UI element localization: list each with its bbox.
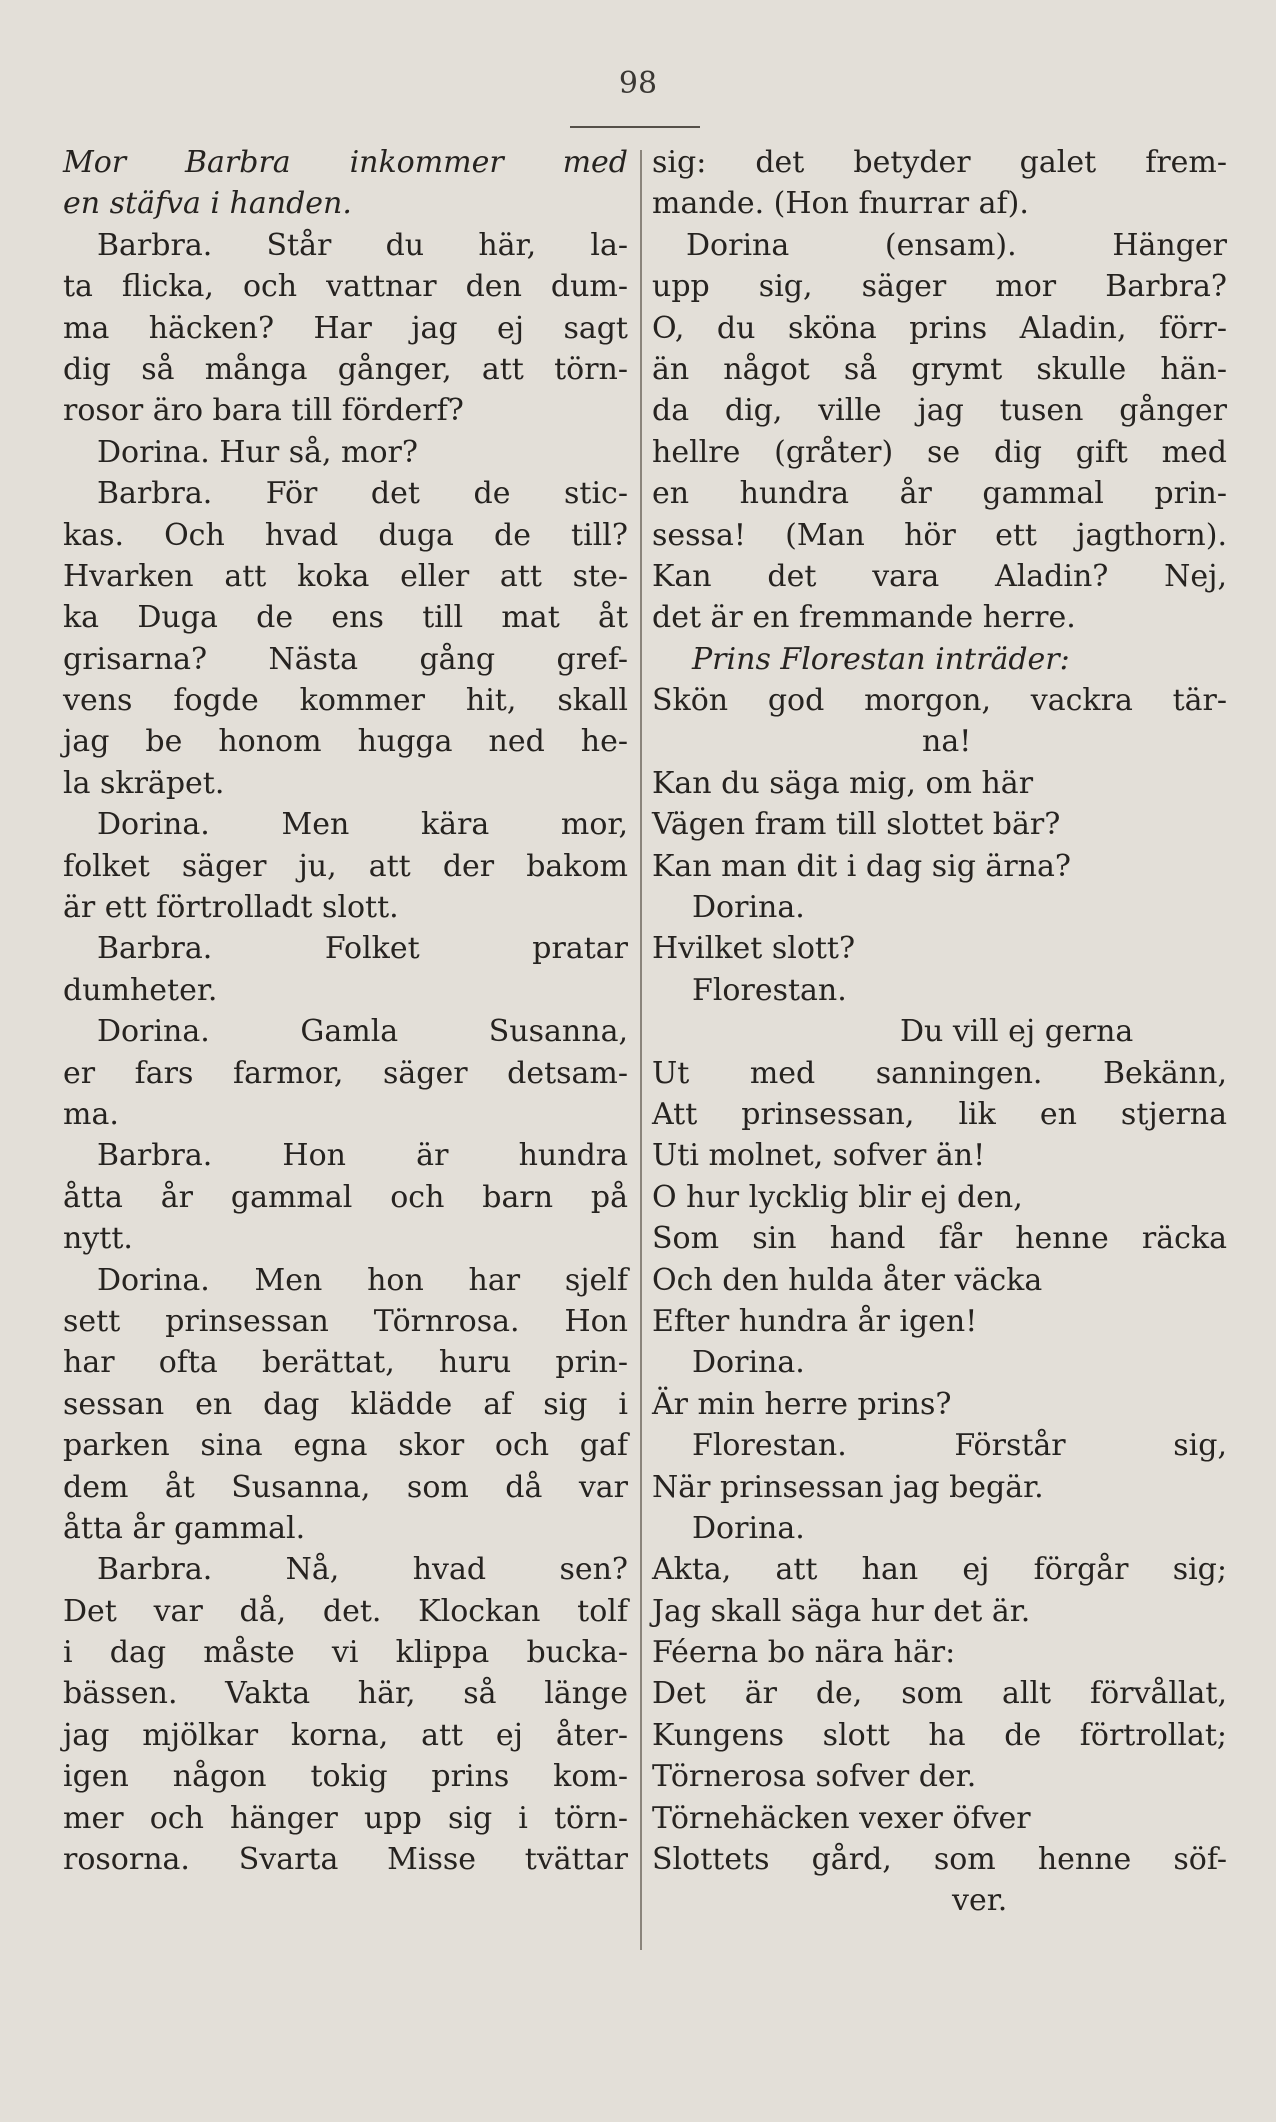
text-line: igen någon tokig prins kom- [63,1759,628,1795]
speaker-name: Florestan. [692,972,847,1008]
text-line: åtta år gammal. [63,1510,306,1546]
verse-line: Ut med sanningen. Bekänn, [652,1055,1227,1091]
text-line: dumheter. [63,972,218,1008]
verse-line: Féerna bo nära här: [652,1635,956,1671]
text-line: sessan en dag klädde af sig i [63,1386,628,1422]
text-line: kas. Och hvad duga de till? [63,517,628,553]
column-divider [640,150,642,1950]
verse-line: Jag skall säga hur det är. [652,1593,1031,1629]
verse-line: ver. [952,1883,1008,1919]
text-line: rosor äro bara till förderf? [63,393,464,429]
text-line: Dorina. Gamla Susanna, [97,1014,628,1050]
text-line: Dorina. Men kära mor, [97,807,628,843]
text-line: hellre (gråter) se dig gift med [652,434,1227,470]
text-line: Barbra. Nå, hvad sen? [97,1552,628,1588]
text-line: rosorna. Svarta Misse tvättar [63,1842,628,1878]
verse-line: Är min herre prins? [652,1386,952,1422]
text-line: Barbra. För det de stic- [97,476,628,512]
text-line: da dig, ville jag tusen gånger [652,393,1227,429]
text-line: Barbra. Står du här, la- [97,227,628,263]
verse-line: Akta, att han ej förgår sig; [652,1552,1227,1588]
text-line: Barbra. Hon är hundra [97,1138,628,1174]
text-line: Dorina. Men hon har sjelf [97,1262,628,1298]
text-line: Hvarken att koka eller att ste- [63,558,628,594]
verse-line: Vägen fram till slottet bär? [652,807,1061,843]
text-line: jag be honom hugga ned he- [63,724,628,760]
text-line: Barbra. Folket pratar [97,931,628,967]
text-line: sett prinsessan Törnrosa. Hon [63,1303,628,1339]
text-line: Dorina. Hur så, mor? [97,434,418,470]
text-line: Det var då, det. Klockan tolf [63,1593,628,1629]
text-line: jag mjölkar korna, att ej åter- [63,1717,628,1753]
text-line: vens fogde kommer hit, skall [63,683,628,719]
text-line: mer och hänger upp sig i törn- [63,1800,628,1836]
text-line: är ett förtrolladt slott. [63,890,399,926]
verse-line: Kan du säga mig, om här [652,765,1034,801]
text-line: mande. (Hon fnurrar af). [652,186,1029,222]
text-line: parken sina egna skor och gaf [63,1428,628,1464]
text-line: det är en fremmande herre. [652,600,1076,636]
verse-line: Uti molnet, sofver än! [652,1138,986,1174]
text-line: dig så många gånger, att törn- [63,351,628,387]
text-line: upp sig, säger mor Barbra? [652,269,1227,305]
text-line: ta flicka, och vattnar den dum- [63,269,628,305]
page-number: 98 [618,66,658,101]
verse-line: Kan man dit i dag sig ärna? [652,848,1071,884]
text-line: bässen. Vakta här, så länge [63,1676,628,1712]
left-column [63,142,628,1880]
text-line: i dag måste vi klippa bucka- [63,1635,628,1671]
speaker-name: Dorina. [692,890,805,926]
text-line: grisarna? Nästa gång gref- [63,641,628,677]
verse-line: Kungens slott ha de förtrollat; [652,1717,1227,1753]
text-line: än något så grymt skulle hän- [652,351,1227,387]
text-line: en stäfva i handen. [63,186,352,222]
verse-line: Skön god morgon, vackra tär- [652,683,1227,719]
verse-line: Det är de, som allt förvållat, [652,1676,1227,1712]
speaker-name: Dorina. [692,1510,805,1546]
verse-line: Törnehäcken vexer öfver [652,1800,1031,1836]
verse-line: Slottets gård, som henne söf- [652,1842,1227,1878]
text-line: Mor Barbra inkommer med [63,145,628,180]
text-line: nytt. [63,1221,133,1257]
verse-line: Du vill ej gerna [900,1014,1134,1050]
text-line: sig: det betyder galet frem- [652,145,1227,180]
text-line: har ofta berättat, huru prin- [63,1345,628,1381]
text-line: la skräpet. [63,765,225,801]
verse-line: Florestan. Förstår sig, [692,1428,1227,1464]
text-line: ka Duga de ens till mat åt [63,600,628,636]
verse-line: na! [922,724,972,760]
text-line: O, du sköna prins Aladin, förr- [652,310,1227,346]
text-line: åtta år gammal och barn på [63,1179,628,1215]
right-column [652,142,1227,1922]
verse-line: O hur lycklig blir ej den, [652,1179,1023,1215]
text-line: Dorina (ensam). Hänger [686,227,1227,263]
verse-line: Att prinsessan, lik en stjerna [652,1096,1227,1132]
text-line: en hundra år gammal prin- [652,476,1227,512]
stage-direction: Prins Florestan inträder: [692,641,1070,677]
verse-line: Som sin hand får henne räcka [652,1221,1227,1257]
text-line: er fars farmor, säger detsam- [63,1055,628,1091]
text-line: ma. [63,1096,119,1132]
text-line: ma häcken? Har jag ej sagt [63,310,628,346]
header-rule [570,126,700,128]
text-line: folket säger ju, att der bakom [63,848,628,884]
text-line: Kan det vara Aladin? Nej, [652,558,1227,594]
verse-line: Hvilket slott? [652,931,856,967]
verse-line: Efter hundra år igen! [652,1303,978,1339]
verse-line: Törnerosa sofver der. [652,1759,977,1795]
verse-line: Och den hulda åter väcka [652,1262,1043,1298]
speaker-name: Dorina. [692,1345,805,1381]
text-line: dem åt Susanna, som då var [63,1469,628,1505]
text-line: sessa! (Man hör ett jagthorn). [652,517,1227,553]
verse-line: När prinsessan jag begär. [652,1469,1044,1505]
